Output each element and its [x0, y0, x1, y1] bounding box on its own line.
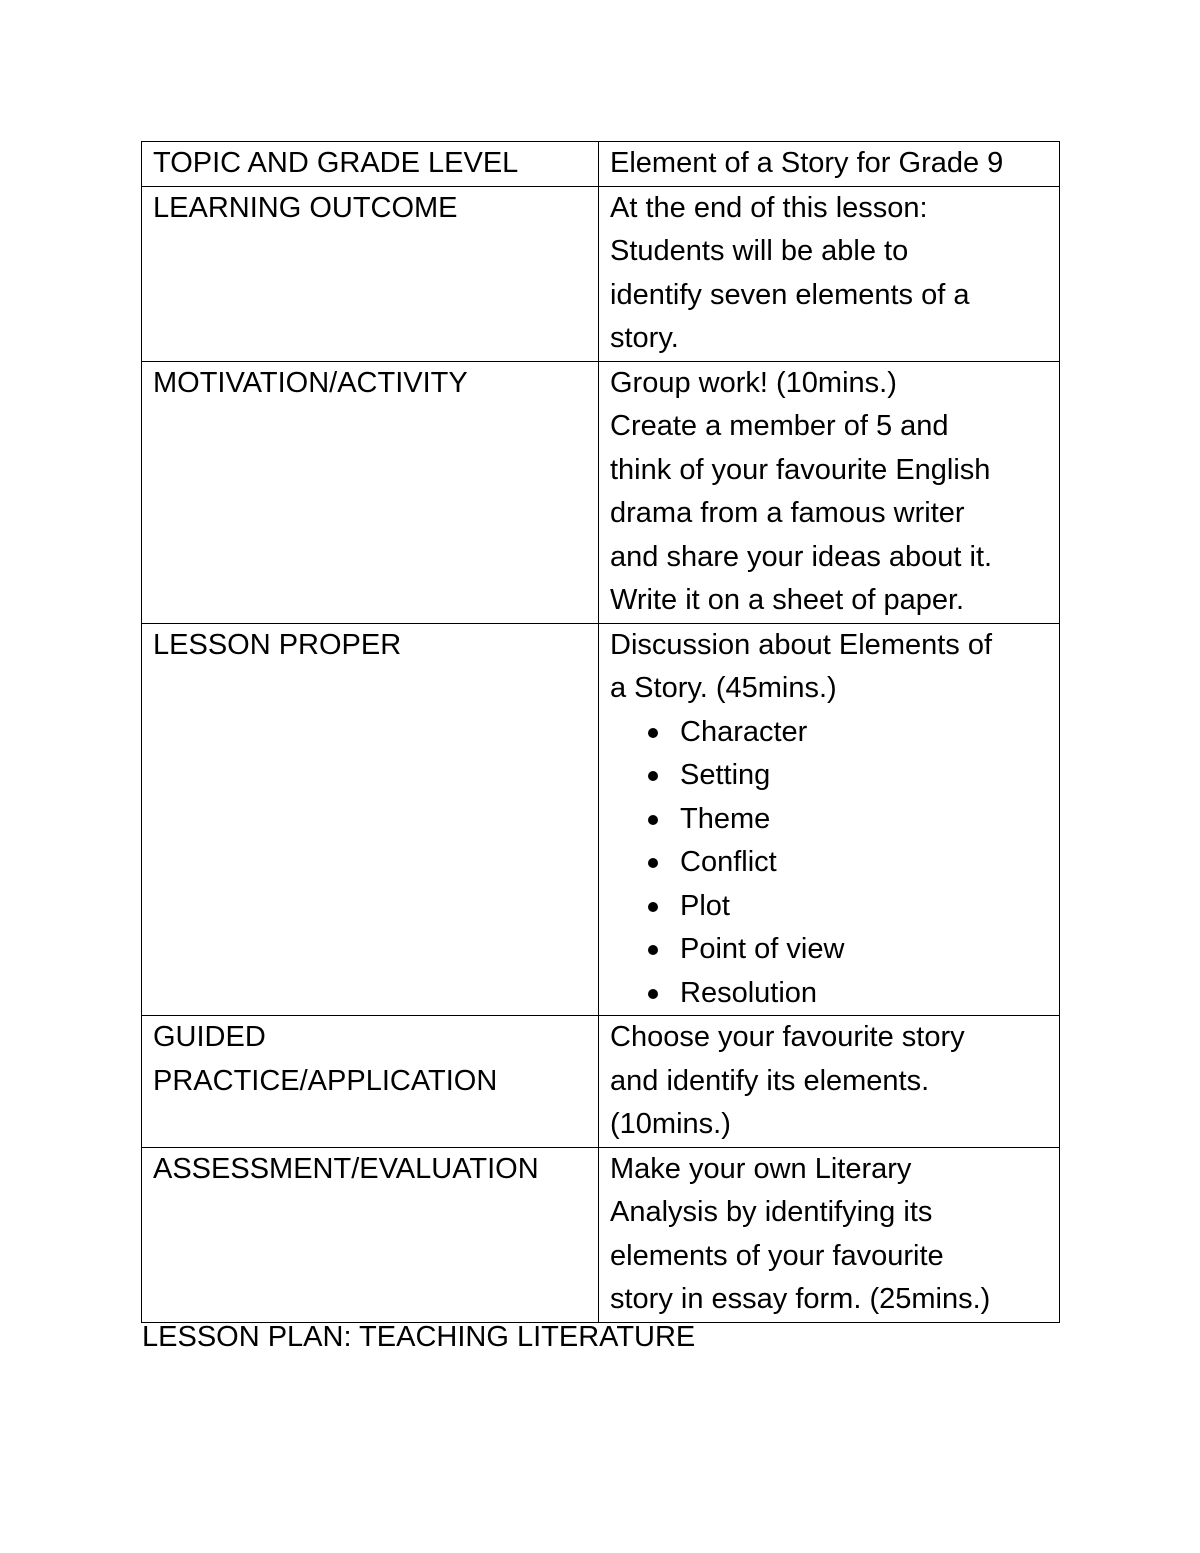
list-item-text: Plot: [680, 889, 730, 922]
list-item: [644, 928, 1049, 972]
content-line: Element of a Story for Grade 9: [610, 147, 1004, 179]
content-line: elements of your favourite: [610, 1239, 944, 1272]
list-item-text: Conflict: [680, 846, 777, 878]
content-line: Write it on a sheet of paper.: [610, 584, 965, 616]
lesson-plan-table: [141, 141, 1060, 1323]
list-item-text: Setting: [680, 759, 771, 791]
table-row-learning-outcome: [142, 186, 1060, 361]
content-line: Create a member of 5 and: [610, 410, 949, 442]
row-content-topic: [599, 142, 1060, 187]
table-row-motivation: [142, 361, 1060, 623]
content-line: Choose your favourite story: [610, 1021, 965, 1053]
row-label-learning-outcome: [142, 186, 599, 361]
row-label-topic: [142, 142, 599, 187]
row-content-assessment: [599, 1147, 1060, 1322]
list-item: [644, 885, 1049, 929]
content-line: At the end of this lesson:: [610, 191, 928, 224]
label-text: ASSESSMENT/EVALUATION: [153, 1152, 539, 1185]
row-label-guided-practice: [142, 1016, 599, 1148]
row-label-motivation: [142, 361, 599, 623]
content-line: Discussion about Elements of: [610, 628, 993, 661]
content-line: story.: [610, 322, 679, 354]
content-line: drama from a famous writer: [610, 497, 965, 529]
label-text: TOPIC AND GRADE LEVEL: [153, 147, 519, 179]
table-row-lesson-proper: [142, 623, 1060, 1016]
list-item: [644, 972, 1049, 1016]
content-line: and identify its elements.: [610, 1064, 930, 1097]
story-elements-list: [610, 711, 1049, 1016]
bullet-icon: [648, 945, 658, 955]
content-line: story in essay form. (25mins.): [610, 1283, 991, 1315]
content-line: Analysis by identifying its: [610, 1196, 933, 1228]
table-row-guided-practice: [142, 1016, 1060, 1148]
label-text: PRACTICE/APPLICATION: [153, 1064, 498, 1097]
content-line: identify seven elements of a: [610, 278, 970, 311]
row-label-assessment: [142, 1147, 599, 1322]
bullet-icon: [648, 902, 658, 912]
row-label-lesson-proper: [142, 623, 599, 1016]
document-caption: LESSON PLAN: TEACHING LITERATURE: [142, 1321, 696, 1353]
bullet-icon: [648, 815, 658, 825]
table-row-assessment: [142, 1147, 1060, 1322]
bullet-icon: [648, 728, 658, 738]
list-item: [644, 754, 1049, 798]
content-line: (10mins.): [610, 1108, 731, 1140]
list-item-text: Character: [680, 715, 808, 748]
label-text: GUIDED: [153, 1021, 266, 1053]
list-item-text: Theme: [680, 802, 771, 835]
row-content-motivation: [599, 361, 1060, 623]
list-item: [644, 798, 1049, 842]
label-text: LEARNING OUTCOME: [153, 191, 458, 224]
row-content-guided-practice: [599, 1016, 1060, 1148]
content-line: Group work! (10mins.): [610, 366, 897, 399]
content-line: think of your favourite English: [610, 453, 991, 486]
bullet-icon: [648, 771, 658, 781]
label-text: LESSON PROPER: [153, 628, 402, 661]
bullet-icon: [648, 989, 658, 999]
list-item-text: Point of view: [680, 933, 845, 965]
row-content-lesson-proper: [599, 623, 1060, 1016]
bullet-icon: [648, 858, 658, 868]
content-line: a Story. (45mins.): [610, 672, 837, 704]
row-content-learning-outcome: [599, 186, 1060, 361]
content-line: Make your own Literary: [610, 1152, 912, 1185]
content-line: and share your ideas about it.: [610, 540, 993, 573]
label-text: MOTIVATION/ACTIVITY: [153, 366, 468, 399]
list-item: [644, 841, 1049, 885]
list-item-text: Resolution: [680, 976, 818, 1009]
list-item: [644, 711, 1049, 755]
content-line: Students will be able to: [610, 235, 909, 267]
table-row-topic: [142, 142, 1060, 187]
